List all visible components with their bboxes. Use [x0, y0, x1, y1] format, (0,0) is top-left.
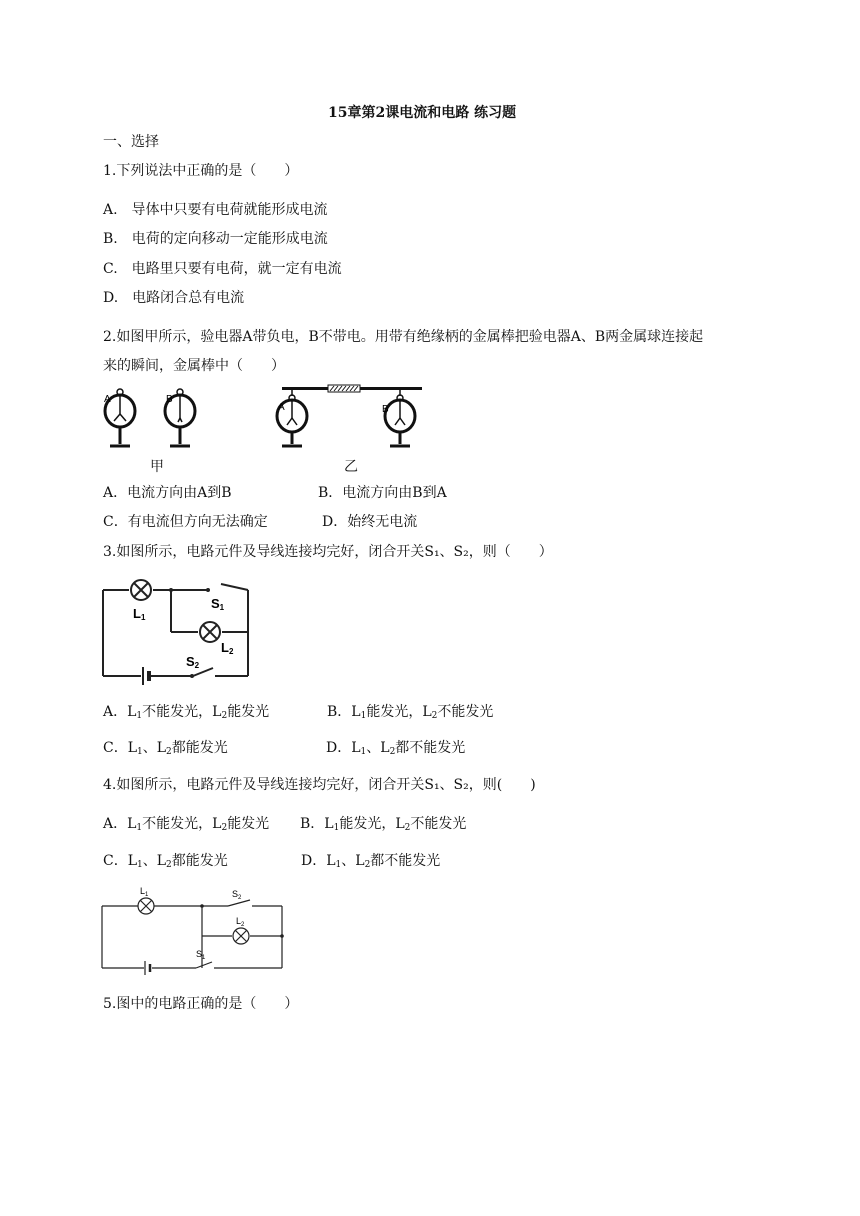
label-a-yi: A: [278, 402, 285, 413]
figure-jia-electroscopes: [100, 384, 220, 454]
q4-option-d: D．$L_1$、$L_2$都不能发光: [301, 853, 441, 870]
label-a: A: [104, 394, 111, 405]
q2-stem-line1: 2.如图甲所示，验电器A带负电，B不带电。用带有绝缘柄的金属棒把验电器A、B两金属球连接起: [103, 329, 704, 345]
q4-option-c: C．$L_1$、$L_2$都能发光: [103, 853, 228, 870]
q3-option-c: C．$L_1$、$L_2$都能发光: [103, 740, 228, 757]
switch-s2-label: S2: [186, 654, 200, 670]
q2-option-b: B．电流方向由B到A: [318, 485, 447, 501]
q3-stem: 3.如图所示，电路元件及导线连接均完好，闭合开关S₁、S₂，则（ ）: [103, 544, 553, 560]
q4-option-a: A．$L_1$不能发光，$L_2$能发光: [103, 816, 270, 833]
q1-stem: 1.下列说法中正确的是（ ）: [103, 163, 299, 179]
figure-yi-caption: 乙: [344, 459, 358, 475]
section-heading: 一、选择: [103, 134, 159, 150]
figure-yi-connected-electroscopes: [270, 384, 440, 454]
lamp-l1-label: L1: [133, 606, 146, 622]
q3-circuit-diagram: [103, 574, 253, 684]
q1-option-c: C. 电路里只要有电荷，就一定有电流: [103, 261, 342, 277]
q2-option-d: D．始终无电流: [322, 514, 418, 530]
q4-lamp-l2-label: $L_2$: [236, 916, 245, 928]
q4-circuit-diagram: [100, 884, 290, 974]
q3-option-b: B．$L_1$能发光，$L_2$不能发光: [327, 704, 494, 721]
q1-option-a: A. 导体中只要有电荷就能形成电流: [103, 202, 328, 218]
label-b-yi: B: [382, 404, 389, 415]
q4-option-b: B．$L_1$能发光，$L_2$不能发光: [300, 816, 467, 833]
q2-option-a: A．电流方向由A到B: [103, 485, 232, 501]
q4-switch-s1-label: $S_1$: [196, 949, 206, 961]
q1-option-d: D. 电路闭合总有电流: [103, 290, 245, 306]
page-title: 15章第2课电流和电路 练习题: [328, 105, 517, 121]
figure-jia-caption: 甲: [150, 459, 164, 475]
lamp-l2-label: L2: [221, 640, 234, 656]
q2-stem-line2: 来的瞬间，金属棒中（ ）: [103, 358, 285, 374]
q3-option-a: A．$L_1$不能发光，$L_2$能发光: [103, 704, 270, 721]
q4-lamp-l1-label: $L_1$: [140, 886, 149, 898]
q4-stem: 4.如图所示，电路元件及导线连接均完好，闭合开关S₁、S₂，则( ): [103, 777, 536, 793]
q1-option-b: B. 电荷的定向移动一定能形成电流: [103, 231, 328, 247]
label-b: B: [166, 394, 173, 405]
q3-option-d: D．$L_1$、$L_2$都不能发光: [326, 740, 466, 757]
q5-stem: 5.图中的电路正确的是（ ）: [103, 996, 299, 1012]
q4-switch-s2-label: $S_2$: [232, 889, 242, 901]
switch-s1-label: S1: [211, 596, 225, 612]
q2-option-c: C．有电流但方向无法确定: [103, 514, 268, 530]
